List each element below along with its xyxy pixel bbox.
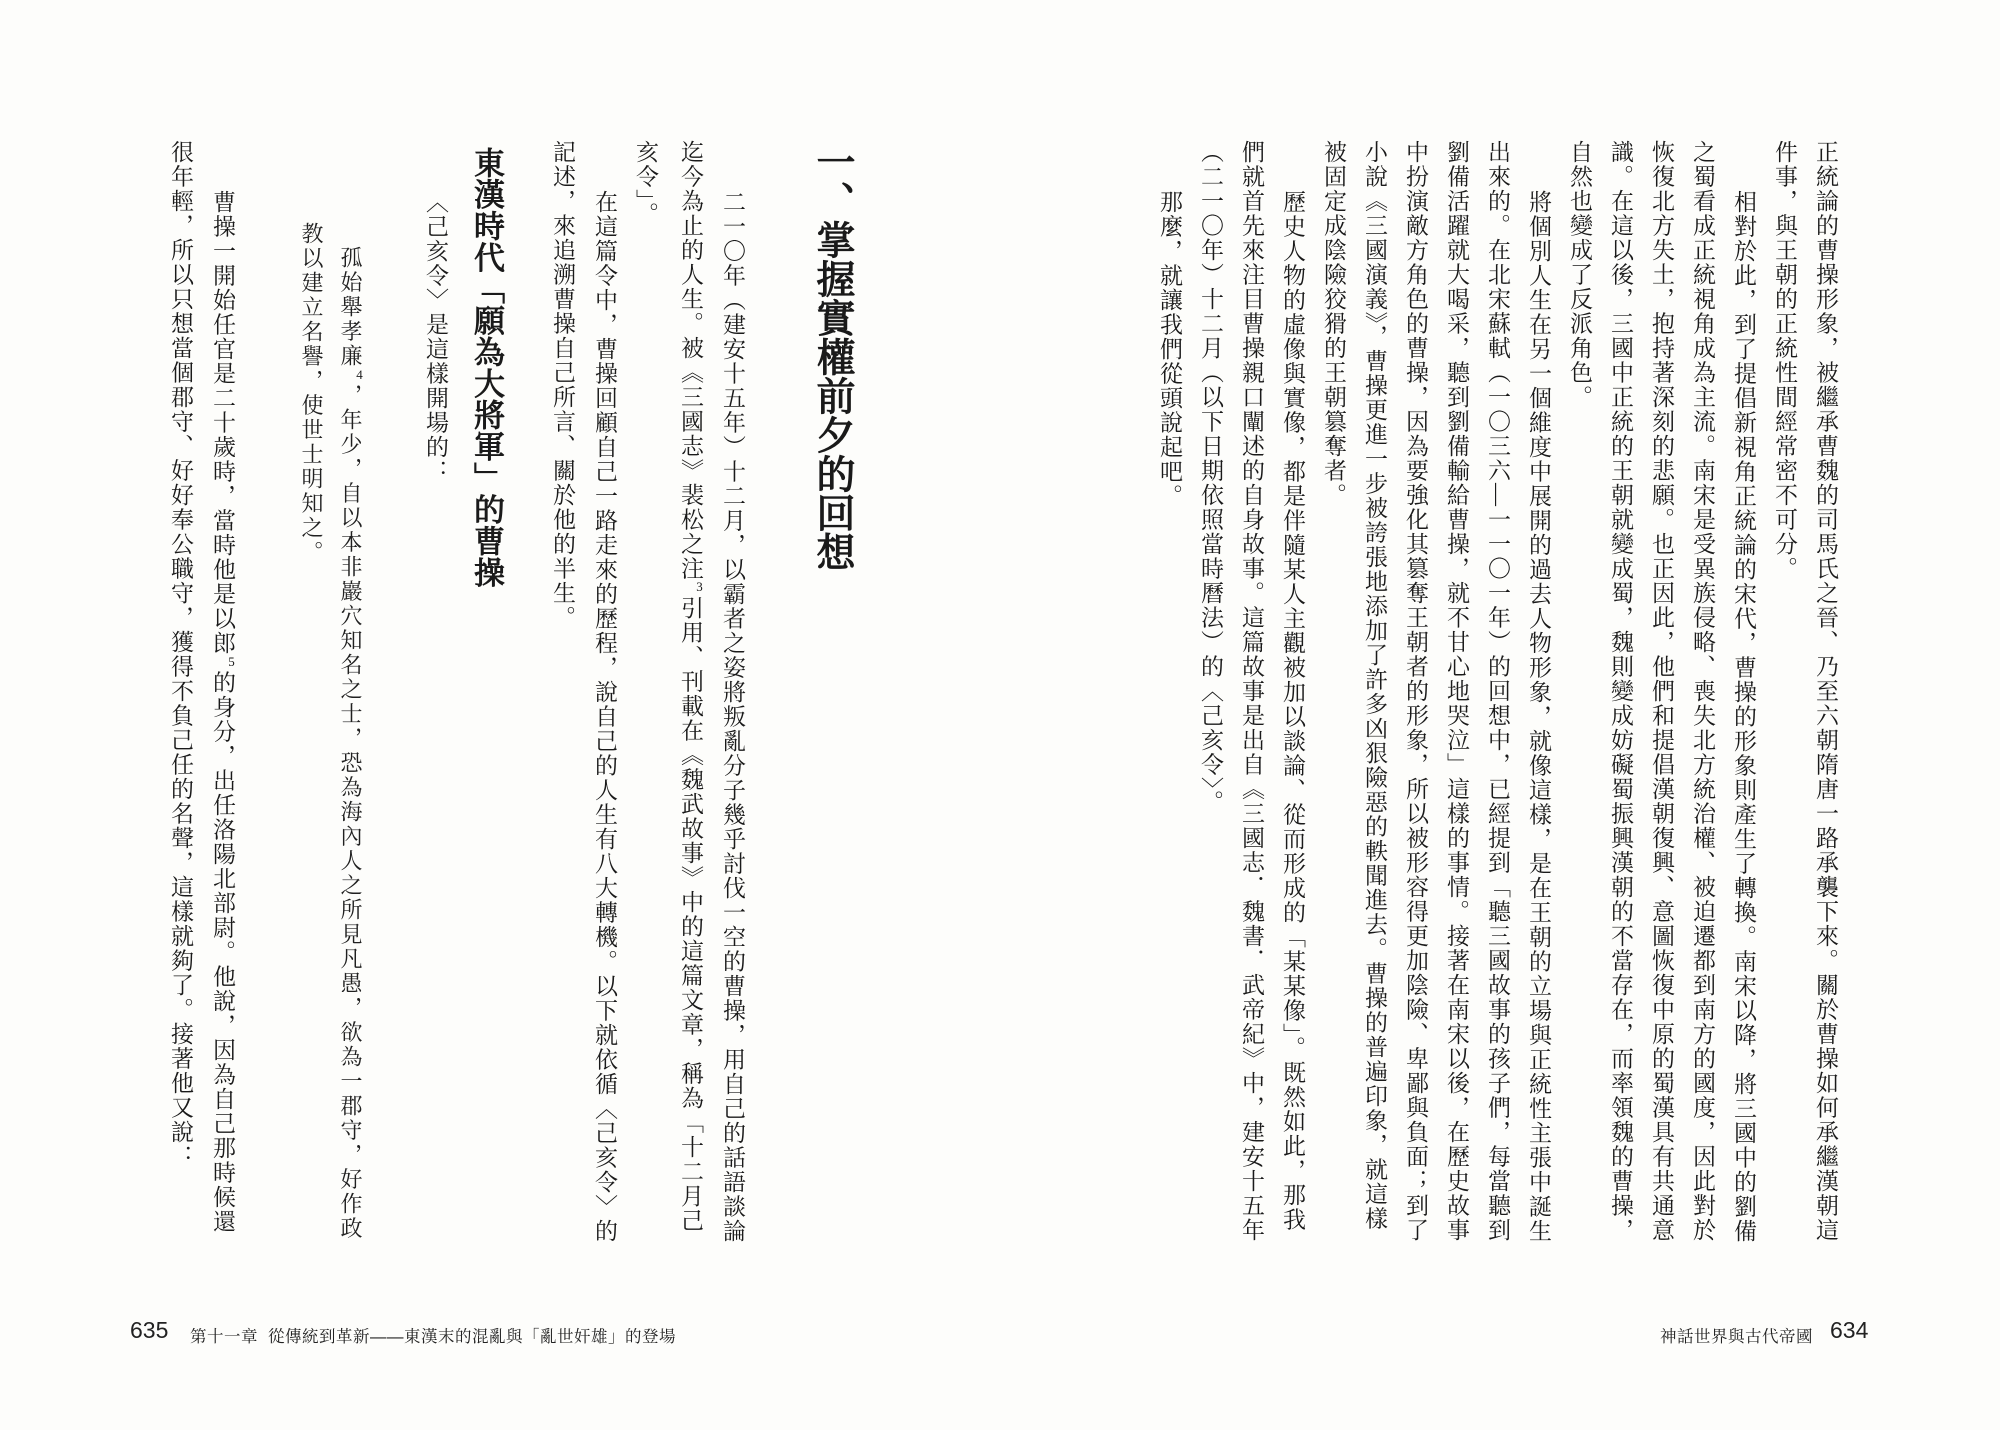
body-column: 二一〇年（建安十五年）十二月，以霸者之姿將叛亂分子幾乎討伐一空的曹操，用自己的話語談論: [720, 190, 745, 1244]
body-column: 相對於此，到了提倡新視角正統論的宋代，曹操的形象則產生了轉換。南宋以降，將三國中的劉備: [1731, 190, 1756, 1244]
text-run: 的身分，出任洛陽北部尉。他說，因為自己那時候還: [210, 670, 235, 1234]
body-column: [202, 140, 243, 1234]
body-column: 很年輕，所以只想當個郡守、好好奉公職守，獲得不負己任的名聲，這樣就夠了。接著他又說：: [168, 140, 193, 1169]
page-number: 634: [1830, 1317, 1869, 1343]
body-column: 中扮演敵方角色的曹操，因為要強化其篡奪王朝者的形象，所以被形容得更加陰險、卑鄙與負面；到了: [1403, 140, 1428, 1243]
chapter-label: 第十一章: [190, 1328, 258, 1346]
page-number: 635: [130, 1317, 169, 1343]
body-column: 出來的。在北宋蘇軾（一〇三六—一一〇一年）的回想中，已經提到「聽三國故事的孩子們，每當聽到: [1485, 140, 1510, 1243]
quote-column: [330, 246, 371, 1241]
body-column: [670, 140, 711, 1233]
page-right: [1000, 0, 2000, 1430]
body-column: 將個別人生在另一個維度中展開的過去人物形象，就像這樣，是在王朝的立場與正統性主張中誕生: [1526, 190, 1551, 1244]
text-run: ，年少，自以本非巖穴知名之士，恐為海內人之所見凡愚，欲為一郡守，好作政: [338, 383, 363, 1241]
body-column: 亥令」。: [633, 140, 658, 227]
subsection-heading: 東漢時代「願為大將軍」的曹操: [469, 147, 504, 588]
body-column: 被固定成陰險狡猾的王朝篡奪者。: [1321, 140, 1346, 508]
body-column: 小說《三國演義》，曹操更進一步被誇張地添加了許多凶狠險惡的軼聞進去。曹操的普遍印象，就這樣: [1362, 140, 1387, 1231]
body-column: 自然也變成了反派角色。: [1567, 140, 1592, 410]
text-run: 迄今為止的人生。被《三國志》裴松之注: [678, 140, 703, 581]
body-column: （二一〇年）十二月（以下日期依照當時曆法）的〈己亥令〉。: [1198, 140, 1223, 815]
text-run: 曹操一開始任官是二十歲時，當時他是以郎: [210, 190, 235, 656]
body-column: 在這篇令中，曹操回顧自己一路走來的歷程，說自己的人生有八大轉機。以下就依循〈己亥令〉的: [592, 190, 617, 1244]
body-column: 劉備活躍就大喝采，聽到劉備輸給曹操，就不甘心地哭泣」這樣的事情。接著在南宋以後，在歷史故事: [1444, 140, 1469, 1243]
running-title: 神話世界與古代帝國: [1660, 1328, 1813, 1346]
body-column: 們就首先來注目曹操親口闡述的自身故事。這篇故事是出自《三國志．魏書．武帝紀》中，建安十五年: [1239, 140, 1264, 1243]
section-heading: 一、掌握實權前夕的回想: [811, 142, 854, 571]
text-run: 孤始舉孝廉: [338, 246, 363, 369]
body-column: 那麼，就讓我們從頭說起吧。: [1157, 190, 1182, 509]
body-column: 識。在這以後，三國中正統的王朝就變成蜀，魏則變成妨礙蜀振興漢朝的不當存在，而率領魏的曹操，: [1608, 140, 1633, 1243]
body-column: 正統論的曹操形象，被繼承曹魏的司馬氏之晉、乃至六朝隋唐一路承襲下來。關於曹操如何承繼漢朝這: [1813, 140, 1838, 1243]
footnote-ref-4: 4: [352, 366, 367, 382]
footnote-ref-5: 5: [224, 653, 239, 669]
body-column: 件事，與王朝的正統性間經常密不可分。: [1772, 140, 1797, 581]
body-column: 歷史人物的虛像與實像，都是伴隨某人主觀被加以談論、從而形成的「某某像」。既然如此，那我: [1280, 190, 1305, 1232]
quote-column: 教以建立名譽，使世士明知之。: [299, 222, 324, 565]
footnote-ref-3: 3: [692, 579, 707, 594]
text-run: 引用、刊載在《魏武故事》中的這篇文章，稱為「十二月己: [678, 596, 703, 1233]
body-column: 〈己亥令〉是這樣開場的：: [423, 190, 448, 484]
body-column: 記述，來追溯曹操自己所言、關於他的半生。: [550, 140, 575, 630]
body-column: 恢復北方失土，抱持著深刻的悲願。也正因此，他們和提倡漢朝復興、意圖恢復中原的蜀漢具有共通意: [1649, 140, 1674, 1243]
running-title: 從傳統到革新——東漢末的混亂與「亂世奸雄」的登場: [268, 1328, 676, 1346]
body-column: 之蜀看成正統視角成為主流。南宋是受異族侵略、喪失北方統治權、被迫遷都到南方的國度，因此對於: [1690, 140, 1715, 1243]
